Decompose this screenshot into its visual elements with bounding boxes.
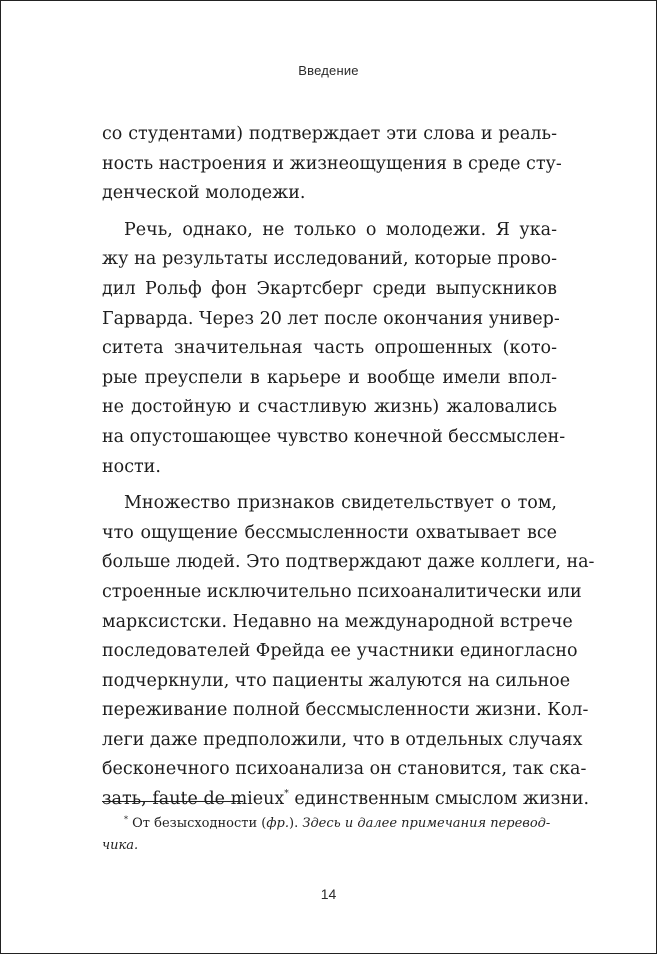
text-line: ность настроения и жизнеощущения в среде сту- [102,153,562,174]
page-number: 14 [320,886,337,902]
text-line: леги даже предположили, что в отдельных случаях [102,729,583,750]
text-line: подчеркнули, что пациенты жалуются на сильное [102,670,571,691]
footnote [102,813,557,857]
text-line: переживание полной бессмысленности жизни. Кол- [102,700,589,721]
text-line: жу на результаты исследований, которые прово- [102,249,557,270]
paragraph-3 [102,489,595,815]
text-line: строенные исключительно психоаналитически или [102,581,582,602]
text-line: больше людей. Это подтверждают даже коллеги, на- [102,552,595,573]
footnote-reference-mark[interactable]: * [284,789,289,800]
text-line: ности. [102,456,161,477]
text-line: дил Рольф фон Экартсберг среди выпускников [102,278,557,299]
footnote-text-after: ). [289,816,303,831]
paragraph-2 [102,216,566,482]
text-line: со студентами) подтверждает эти слова и реаль- [102,124,557,144]
footnote-line: чика. [102,838,139,853]
text-line: марксистски. Недавно на международной встрече [102,611,573,632]
text-line: Множество признаков свидетельствует о том, [124,493,557,514]
footnote-note: Здесь и далее примечания перевод- [302,816,551,831]
footnote-mark: * [124,815,128,824]
footnote-divider [102,801,243,802]
text-line: ситета значительная часть опрошенных (кото- [102,338,557,359]
text-line: на опустошающее чувство конечной бессмыслен- [102,426,566,447]
text-line: Гарварда. Через 20 лет после окончания универ- [102,308,560,329]
paragraph-1 [102,120,562,209]
text-line: бесконечного психоанализа он становится, так ска- [102,759,587,780]
text-line: денческой молодежи. [102,183,306,204]
running-head: Введение [298,63,359,78]
text-line: что ощущение бессмысленности охватывает все [102,522,557,543]
text-line: рые преуспели в карьере и вообще имели впол- [102,367,557,388]
footnote-language-abbr: фр. [266,816,289,831]
body-text [102,120,595,815]
footnote-text: От безысходности ( [128,816,267,831]
text-line-tail: единственным смыслом жизни. [288,789,590,810]
footnote-ref-text: зать, faute de mieux [102,789,285,810]
text-line [102,785,590,815]
text-line: не достойную и счастливую жизнь) жаловались [102,397,557,418]
text-line: последователей Фрейда ее участники единогласно [102,641,578,662]
text-line: Речь, однако, не только о молодежи. Я ука- [124,219,557,240]
footnote-line [102,813,557,835]
